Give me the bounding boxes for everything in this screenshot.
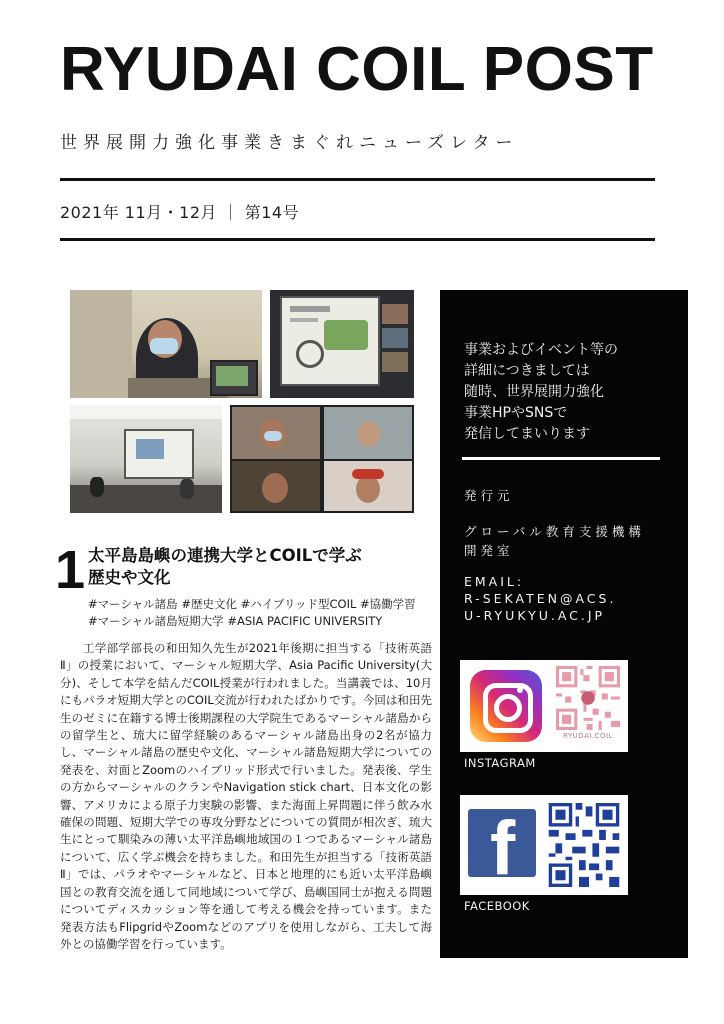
tags-line-2: #マーシャル諸島短期大学 #ASIA PACIFIC UNIVERSITY [88, 614, 383, 628]
sidebar-divider [462, 457, 660, 460]
sidebar-intro [464, 340, 679, 445]
instagram-qr-icon[interactable] [556, 666, 620, 730]
instagram-icon[interactable] [470, 670, 542, 742]
top-divider [60, 178, 655, 181]
intro-line: 発信してまいります [464, 426, 590, 442]
article-body: 工学部学部長の和田知久先生が2021年後期に担当する「技術英語Ⅱ」の授業において、マーシャル短期大学、Asia Pacific University(大分)、そして本学を結んだCOIL授業が行われました。当講義では、10月にもパラオ短期大学とのCOIL交流が行われたばかりです。今回は和田先生のゼミに在籍する博士後期課程の大学院生であるマーシャル諸島からの留学生と、琉大に留学経験のあるマーシャル諸島出身の2名が協力し、マーシャル諸島の歴史や文化、マーシャル諸島短期大学についての発表を、対面とZoomのハイブリッド形式で行いました。発表後、学生の方からマーシャルのクランやNavigation stick chart、日本文化の影響、アメリカによる原子力実験の影響、また海面上昇問題に伴う飲み水確保の問題、短期大学での専攻分野などについての質問が相次ぎ、琉大生にとって馴染みの薄い太平洋島嶼地域国の１つであるマーシャル諸島について、広く学ぶ機会を持ちました。和田先生が担当する「技術英語Ⅱ」では、パラオやマーシャルなど、日本と地理的にも近い太平洋島嶼国との教育交流を通して同地域について学び、島嶼国同士が抱える問題についてディスカッション等を通して考える機会を持っています。また発表方法もFlipgridやZoomなどのアプリを使用しながら、工夫して海外との協働学習を行っています。 [60, 641, 432, 951]
intro-line: 事業およびイベント等の [464, 342, 618, 358]
org-line: 開発室 [464, 543, 514, 558]
contact-email[interactable] [464, 573, 679, 624]
tags-line-1: #マーシャル諸島 #歴史文化 #ハイブリッド型COIL #協働学習 [88, 597, 416, 611]
article-headline [88, 545, 428, 589]
sidebar [440, 290, 688, 958]
facebook-card[interactable] [460, 795, 628, 895]
intro-line: 詳細につきましては [464, 363, 590, 379]
bottom-divider [60, 238, 655, 241]
org-line: グローバル教育支援機構 [464, 524, 645, 539]
email-label: EMAIL: [464, 574, 525, 589]
facebook-label: FACEBOOK [464, 899, 530, 913]
intro-line: 随時、世界展開力強化 [464, 384, 604, 400]
photo-presenter [70, 290, 262, 398]
issue-line: 2021年 11月・12月 ｜ 第14号 [60, 203, 300, 222]
facebook-qr-icon[interactable] [548, 803, 620, 887]
intro-line: 事業HPやSNSで [464, 405, 568, 421]
publisher-org [464, 522, 679, 560]
email-line: R-SEKATEN@ACS. [464, 591, 617, 606]
photo-lecture-hall [70, 405, 222, 513]
publisher-label: 発行元 [464, 488, 514, 503]
instagram-label: INSTAGRAM [464, 756, 536, 770]
headline-line-1: 太平島島嶼の連携大学とCOILで学ぶ [88, 546, 362, 565]
photo-slide-zoom [270, 290, 414, 398]
masthead-subtitle: 世界展開力強化事業きまぐれニューズレター [60, 133, 519, 153]
instagram-qr-caption: RYUDAI.COIL [562, 732, 614, 740]
photo-zoom-grid [230, 405, 414, 513]
headline-line-2: 歴史や文化 [88, 568, 171, 587]
facebook-icon[interactable]: f [468, 809, 536, 877]
masthead-title: RYUDAI COIL POST [60, 35, 654, 104]
article-number: 1 [55, 540, 86, 600]
instagram-card[interactable] [460, 660, 628, 752]
article-tags [88, 596, 433, 630]
email-line: U-RYUKYU.AC.JP [464, 608, 606, 623]
